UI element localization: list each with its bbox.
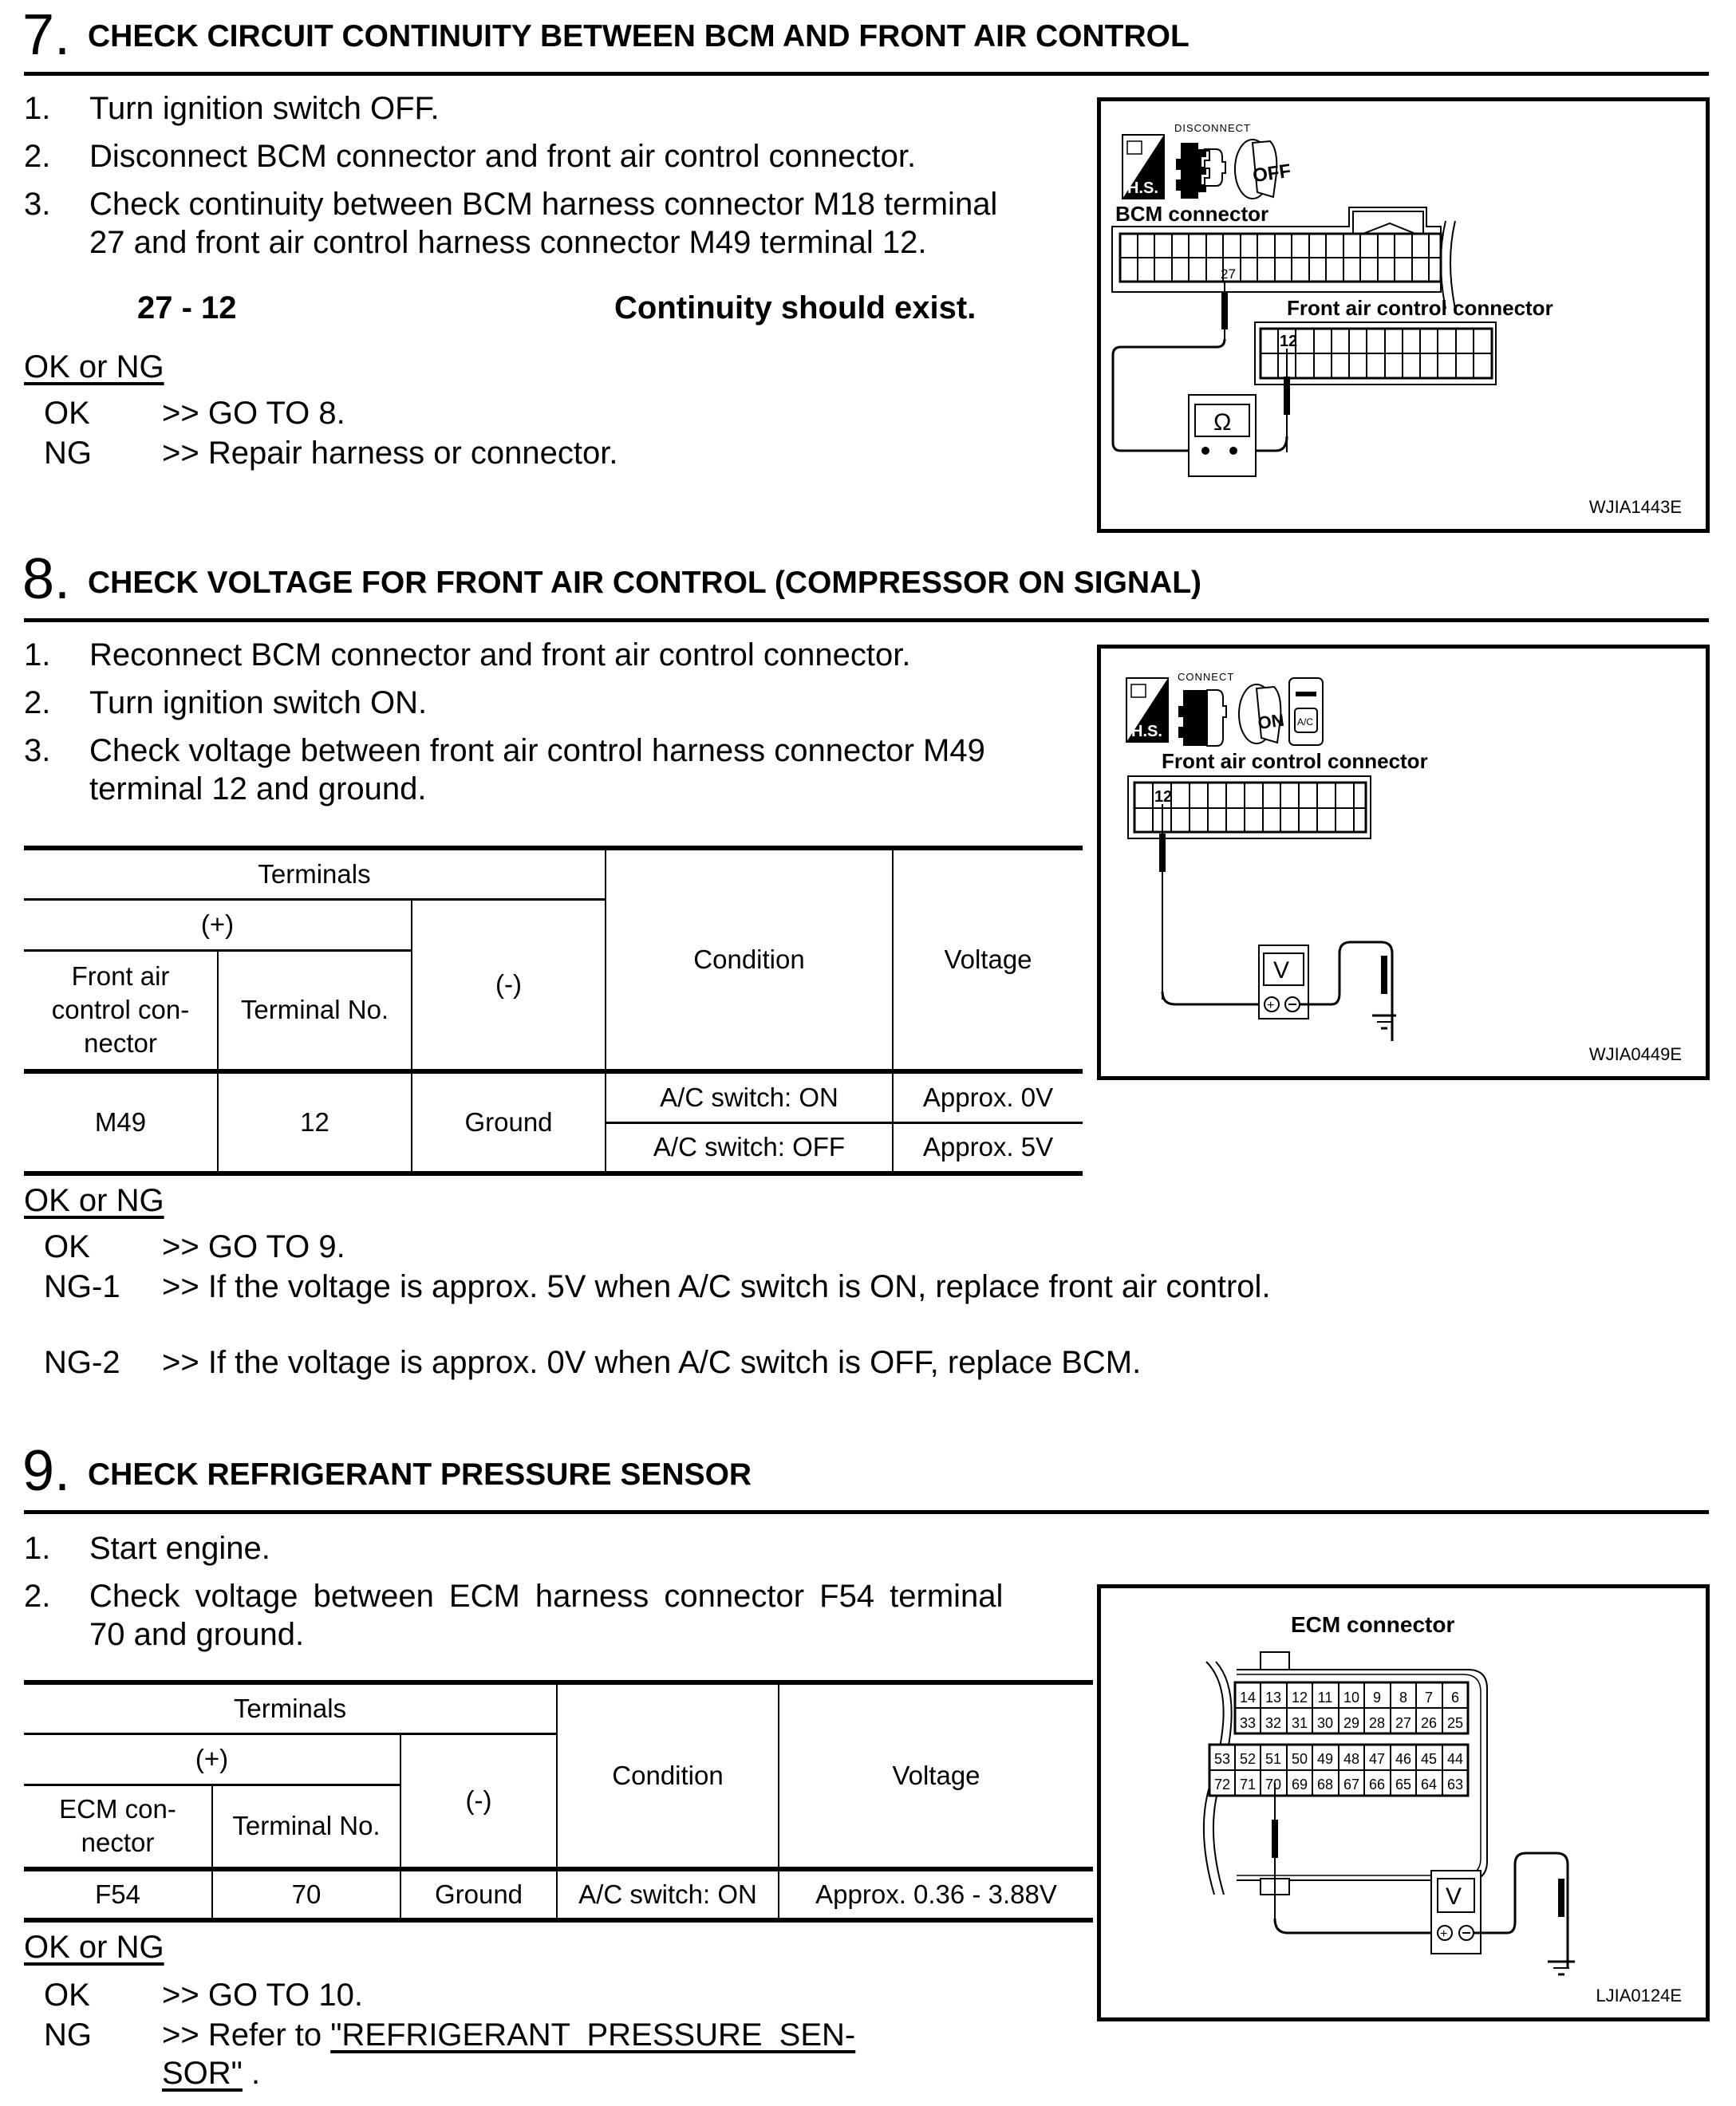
diagram-drawing	[1101, 1588, 1706, 2017]
svg-text:+: +	[1267, 999, 1275, 1012]
header-condition: Condition	[606, 848, 893, 1071]
result-action: >> Repair harness or connector.	[162, 436, 618, 471]
svg-text:48: 48	[1343, 1751, 1360, 1767]
svg-text:ON: ON	[1256, 709, 1286, 734]
section-rule	[24, 72, 1709, 76]
result-key: OK	[44, 1229, 90, 1264]
result-action[interactable]: >> GO TO 8.	[162, 396, 345, 431]
step-number: 9.	[22, 1439, 71, 1503]
svg-text:7: 7	[1424, 1690, 1434, 1706]
svg-text:65: 65	[1395, 1777, 1412, 1792]
item-number: 1.	[24, 637, 51, 672]
header-terminals: Terminals	[24, 848, 606, 899]
front-air-control-connector	[1255, 322, 1496, 385]
svg-text:44: 44	[1446, 1751, 1464, 1767]
ecm-voltage-diagram	[1097, 1584, 1710, 2021]
svg-text:51: 51	[1265, 1751, 1282, 1767]
step-title: CHECK REFRIGERANT PRESSURE SENSOR	[88, 1457, 752, 1492]
svg-text:28: 28	[1368, 1715, 1386, 1731]
item-text: Start engine.	[89, 1531, 270, 1566]
svg-text:68: 68	[1316, 1777, 1334, 1792]
item-text: Check voltage between front air control harness connector M49	[89, 733, 985, 768]
step-title: CHECK CIRCUIT CONTINUITY BETWEEN BCM AND FRONT AIR CONTROL	[88, 19, 1190, 53]
svg-text:OFF: OFF	[1251, 160, 1292, 187]
header-connector: ECM con- nector	[24, 1785, 212, 1869]
cell-terminal: 70	[212, 1869, 400, 1920]
voltage-spec-table	[24, 1680, 1093, 1923]
svg-text:31: 31	[1291, 1715, 1308, 1731]
cell-condition: A/C switch: ON	[557, 1869, 779, 1920]
header-plus: (+)	[24, 899, 412, 950]
result-action	[162, 2016, 855, 2054]
front-air-control-label: Front air control connector	[1287, 296, 1553, 320]
voltage-spec-table	[24, 846, 1083, 1176]
front-air-control-connector	[1128, 776, 1371, 838]
item-text: 70 and ground.	[89, 1617, 305, 1652]
svg-text:52: 52	[1239, 1751, 1257, 1767]
section-rule	[24, 618, 1709, 622]
svg-text:8: 8	[1399, 1690, 1408, 1706]
svg-text:45: 45	[1420, 1751, 1438, 1767]
svg-text:+: +	[1440, 1927, 1448, 1941]
item-text: Turn ignition switch OFF.	[89, 91, 440, 126]
svg-text:71: 71	[1239, 1777, 1257, 1792]
item-text: Check continuity between BCM harness connector M18 terminal	[89, 187, 998, 222]
result-key: NG	[44, 2017, 92, 2053]
svg-text:11: 11	[1317, 1690, 1333, 1706]
result-key: OK	[44, 1978, 90, 2013]
voltmeter-icon	[1431, 1871, 1481, 1954]
ok-or-ng-heading: OK or NG	[24, 1930, 164, 1965]
svg-text:26: 26	[1420, 1715, 1438, 1731]
ecm-terminal-grid	[1209, 1682, 1468, 1796]
refrigerant-pressure-sensor-link[interactable]: "REFRIGERANT PRESSURE SEN-	[330, 2017, 856, 2053]
result-action[interactable]: >> GO TO 9.	[162, 1229, 345, 1264]
svg-text:12: 12	[1291, 1690, 1308, 1706]
svg-text:46: 46	[1395, 1751, 1412, 1767]
section-rule	[24, 1510, 1709, 1514]
svg-text:30: 30	[1316, 1715, 1334, 1731]
harness-sensor-icon	[1122, 135, 1164, 199]
item-number: 1.	[24, 91, 51, 126]
instruction-item	[24, 185, 1077, 265]
cell-minus: Ground	[412, 1071, 606, 1173]
header-voltage: Voltage	[779, 1682, 1093, 1869]
result-action: >> If the voltage is approx. 5V when A/C switch is ON, replace front air control.	[162, 1269, 1271, 1304]
item-text: Disconnect BCM connector and front air control connector.	[89, 139, 917, 174]
svg-text:69: 69	[1291, 1777, 1308, 1792]
svg-text:12: 12	[1280, 333, 1298, 350]
result-key: NG	[44, 436, 92, 471]
front-air-control-label: Front air control connector	[1162, 749, 1428, 773]
svg-text:25: 25	[1446, 1715, 1464, 1731]
cell-minus: Ground	[400, 1869, 557, 1920]
header-voltage: Voltage	[893, 848, 1083, 1071]
svg-text:10: 10	[1343, 1690, 1360, 1706]
result-key: NG-2	[44, 1345, 120, 1380]
svg-text:29: 29	[1343, 1715, 1360, 1731]
continuity-diagram	[1097, 97, 1710, 533]
ohmmeter-icon	[1189, 395, 1256, 476]
voltmeter-icon	[1259, 945, 1308, 1019]
voltage-diagram-front-air-control	[1097, 645, 1710, 1080]
ignition-on-icon	[1239, 684, 1285, 743]
spec-terminals: 27 - 12	[137, 290, 237, 325]
svg-text:49: 49	[1316, 1751, 1334, 1767]
diagram-drawing	[1101, 101, 1706, 529]
svg-text:66: 66	[1368, 1777, 1386, 1792]
item-text: Check voltage between ECM harness connector F54 terminal	[89, 1579, 1004, 1614]
result-ng	[44, 2016, 1081, 2096]
svg-text:33: 33	[1239, 1715, 1257, 1731]
ignition-off-icon	[1235, 140, 1292, 199]
cell-voltage: Approx. 0.36 - 3.88V	[779, 1869, 1093, 1920]
header-minus: (-)	[412, 899, 606, 1071]
spec-result: Continuity should exist.	[614, 290, 977, 325]
svg-text:DISCONNECT: DISCONNECT	[1174, 122, 1251, 134]
figure-id: WJIA0449E	[1588, 1044, 1682, 1064]
item-number: 2.	[24, 685, 51, 720]
ok-or-ng-heading: OK or NG	[24, 1183, 164, 1218]
svg-text:50: 50	[1291, 1751, 1308, 1767]
item-number: 2.	[24, 1579, 51, 1614]
cell-voltage: Approx. 5V	[893, 1122, 1083, 1173]
refrigerant-pressure-sensor-link[interactable]: SOR"	[162, 2056, 243, 2091]
svg-text:72: 72	[1213, 1777, 1231, 1792]
svg-text:63: 63	[1446, 1777, 1464, 1792]
item-number: 3.	[24, 733, 51, 768]
figure-id: WJIA1443E	[1588, 497, 1682, 517]
result-action-cont	[162, 2054, 260, 2092]
cell-connector: M49	[24, 1071, 218, 1173]
header-connector: Front air control con- nector	[24, 950, 218, 1071]
item-number: 1.	[24, 1531, 51, 1566]
cell-condition: A/C switch: ON	[606, 1071, 893, 1122]
cell-condition: A/C switch: OFF	[606, 1122, 893, 1173]
step-title: CHECK VOLTAGE FOR FRONT AIR CONTROL (COMPRESSOR ON SIGNAL)	[88, 566, 1202, 600]
item-text: 27 and front air control harness connector M49 terminal 12.	[89, 225, 927, 260]
header-plus: (+)	[24, 1733, 400, 1785]
connect-icon	[1178, 671, 1234, 746]
instruction-item	[24, 732, 1077, 811]
item-text: terminal 12 and ground.	[89, 771, 427, 807]
svg-text:12: 12	[1154, 788, 1173, 806]
svg-text:67: 67	[1343, 1777, 1360, 1792]
svg-text:CONNECT: CONNECT	[1178, 671, 1235, 683]
diagram-drawing	[1101, 649, 1706, 1076]
cell-terminal: 12	[218, 1071, 412, 1173]
header-terminals: Terminals	[24, 1682, 557, 1733]
svg-text:53: 53	[1213, 1751, 1231, 1767]
ac-switch-icon	[1289, 678, 1323, 745]
result-key: OK	[44, 396, 90, 431]
svg-text:A/C: A/C	[1297, 716, 1314, 728]
svg-text:64: 64	[1420, 1777, 1438, 1792]
svg-text:V: V	[1446, 1883, 1462, 1910]
cell-connector: F54	[24, 1869, 212, 1920]
figure-id: LJIA0124E	[1596, 1986, 1682, 2005]
step-number: 7.	[22, 3, 71, 67]
header-terminal-no: Terminal No.	[218, 950, 412, 1071]
svg-text:9: 9	[1372, 1690, 1382, 1706]
harness-sensor-icon	[1126, 678, 1168, 742]
refer-suffix: .	[242, 2056, 261, 2091]
item-number: 3.	[24, 187, 51, 222]
instruction-item	[24, 1577, 1077, 1657]
svg-text:H.S.: H.S.	[1131, 723, 1162, 740]
result-action[interactable]: >> GO TO 10.	[162, 1978, 363, 2013]
result-key: NG-1	[44, 1269, 120, 1304]
cell-voltage: Approx. 0V	[893, 1071, 1083, 1122]
svg-text:H.S.: H.S.	[1127, 179, 1158, 197]
svg-text:27: 27	[1395, 1715, 1412, 1731]
svg-text:32: 32	[1265, 1715, 1282, 1731]
header-condition: Condition	[557, 1682, 779, 1869]
result-action: >> If the voltage is approx. 0V when A/C switch is OFF, replace BCM.	[162, 1345, 1142, 1380]
ok-or-ng-heading: OK or NG	[24, 349, 164, 385]
header-terminal-no: Terminal No.	[212, 1785, 400, 1869]
svg-text:47: 47	[1368, 1751, 1386, 1767]
svg-text:V: V	[1273, 957, 1290, 984]
refer-prefix: >> Refer to	[162, 2017, 331, 2053]
item-text: Reconnect BCM connector and front air control connector.	[89, 637, 911, 672]
svg-text:13: 13	[1265, 1690, 1282, 1706]
svg-text:6: 6	[1450, 1690, 1460, 1706]
svg-text:Ω: Ω	[1213, 409, 1232, 436]
svg-text:27: 27	[1221, 266, 1236, 282]
ecm-connector-label: ECM connector	[1291, 1612, 1455, 1637]
item-number: 2.	[24, 139, 51, 174]
svg-text:14: 14	[1239, 1690, 1257, 1706]
svg-text:70: 70	[1265, 1777, 1282, 1792]
bcm-connector-label: BCM connector	[1115, 202, 1269, 226]
header-minus: (-)	[400, 1733, 557, 1869]
item-text: Turn ignition switch ON.	[89, 685, 428, 720]
step-number: 8.	[22, 547, 71, 611]
